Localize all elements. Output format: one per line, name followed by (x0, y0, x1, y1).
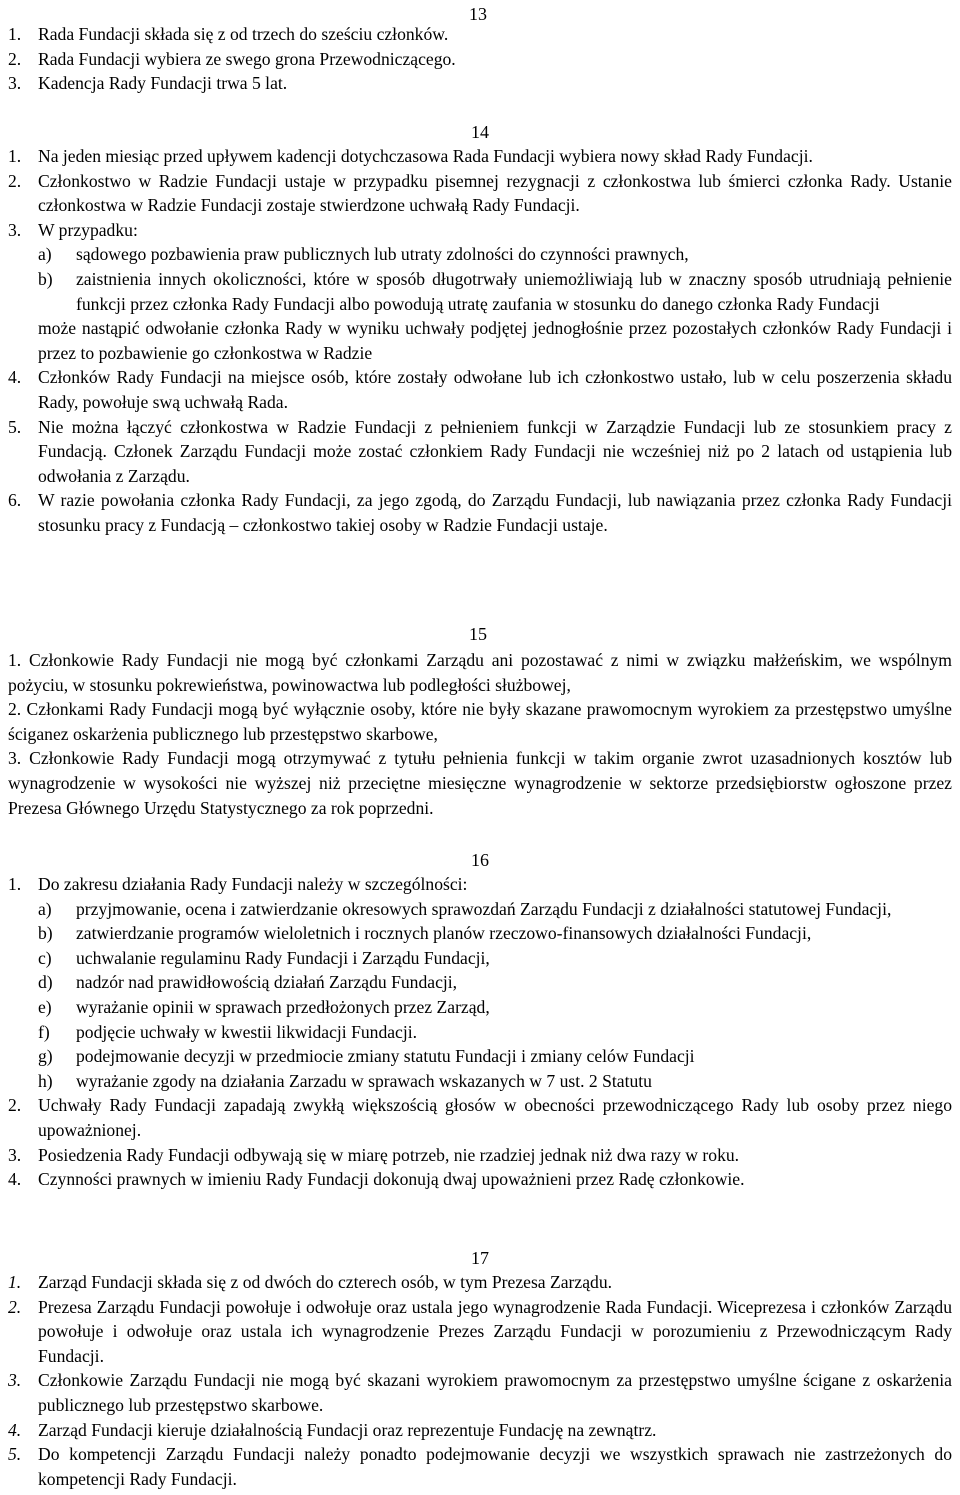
item-number: 3. (8, 73, 22, 94)
sub-item (0, 897, 960, 922)
item-number: 1. (8, 1272, 22, 1292)
list-item (0, 47, 960, 72)
item-text: Do zakresu działania Rady Fundacji należy w szczególności: (38, 874, 468, 894)
section-number: 16 (471, 850, 489, 870)
list-item (0, 1295, 960, 1369)
list-item (0, 1368, 960, 1417)
sub-item-text: wyrażanie zgody na działania Zarzadu w sprawach wskazanych w 7 ust. 2 Statutu (76, 1070, 652, 1091)
list-item (0, 1167, 960, 1192)
item-number: 1. (8, 24, 22, 44)
sub-item-letter: c) (38, 947, 52, 968)
item-text: Kadencja Rady Fundacji trwa 5 lat. (38, 73, 288, 94)
item-number: 3. (8, 1144, 22, 1165)
item-number: 5. (8, 416, 22, 437)
item-continuation: może nastąpić odwołanie członka Rady w wyniku uchwały podjętej jednogłośnie przez pozostałych członków Rady Fundacji i przez to pozbawienie go członkostwa w Radzie (38, 318, 952, 363)
list-item (0, 218, 960, 243)
sub-item-letter: g) (38, 1046, 53, 1067)
item-number: 4. (8, 1169, 22, 1190)
list-item (0, 872, 960, 897)
item-number: 1. (8, 146, 22, 166)
section-16-heading (230, 848, 730, 873)
item-text: Rada Fundacji składa się z od trzech do sześciu członków. (38, 24, 449, 44)
sub-item (0, 1044, 960, 1069)
sub-item-text: podejmowanie decyzji w przedmiocie zmiany statutu Fundacji i zmiany celów Fundacji (76, 1046, 695, 1067)
sub-item-text: podjęcie uchwały w kwestii likwidacji Fundacji. (76, 1021, 418, 1042)
item-text: Na jeden miesiąc przed upływem kadencji dotychczasowa Rada Fundacji wybiera nowy skład Rady Fundacji. (38, 146, 813, 166)
item-text: Prezesa Zarządu Fundacji powołuje i odwołuje oraz ustala jego wynagrodzenie Rada Fundacji. Wiceprezesa i członków Zarządu powołuje i odwołuje oraz ustala ich wynagrodzenie Prezes Zarządu Fundacji w porozumieniu z Przewodniczącym Rady Fundacji. (38, 1296, 952, 1366)
sub-item (0, 1020, 960, 1045)
item-number: 3. (8, 1370, 22, 1391)
item-number: 3. (8, 219, 22, 240)
item-number: 4. (8, 1419, 22, 1440)
item-text: Zarząd Fundacji składa się z od dwóch do czterech osób, w tym Prezesa Zarządu. (38, 1272, 613, 1292)
list-item (0, 365, 960, 414)
list-item (0, 1442, 960, 1491)
list-item (0, 144, 960, 169)
item-text: Czynności prawnych w imieniu Rady Fundacji dokonują dwaj upoważnieni przez Radę członkowie. (38, 1169, 745, 1190)
list-item (0, 71, 960, 96)
item-text: W razie powołania członka Rady Fundacji, za jego zgodą, do Zarządu Fundacji, lub nawiązania przez członka Rady Fundacji stosunku pracy z Fundacją – członkostwo takiej osoby w Radzie Fundacji ustaje. (38, 490, 952, 535)
item-text: Nie można łączyć członkostwa w Radzie Fundacji z pełnieniem funkcji w Zarządzie Fundacji lub ze stosunkiem pracy z Fundacją. Członek Zarządu Fundacji może zostać członkiem Rady Fundacji nie wcześniej niż po 2 latach od ustąpienia lub odwołania z Zarządu. (38, 416, 952, 486)
item-text: Członkostwo w Radzie Fundacji ustaje w przypadku pisemnej rezygnacji z członkostwa lub śmierci członka Rady. Ustanie członkostwa w Radzie Fundacji zostaje stwierdzone uchwałą Rady Fundacji. (38, 170, 952, 216)
sub-item-text: przyjmowanie, ocena i zatwierdzanie okresowych sprawozdań Zarządu Fundacji z działalności statutowej Fundacji, (76, 898, 892, 919)
list-item (0, 1093, 960, 1142)
section-number: 13 (469, 4, 487, 24)
sub-item (0, 242, 960, 267)
sub-item-text: nadzór nad prawidłowością działań Zarządu Fundacji, (76, 972, 458, 993)
item-number: 5. (8, 1444, 22, 1465)
item-number: 2. (8, 48, 22, 69)
section-number: 15 (469, 624, 487, 644)
paragraph: 3. Członkowie Rady Fundacji mogą otrzymywać z tytułu pełnienia funkcji w takim organie zwrot uzasadnionych kosztów lub wynagrodzenie w wysokości nie wyższej niż przeciętne miesięczne wynagrodzenie w sektorze przedsiębiorstw ogłoszone przez Prezesa Głównego Urzędu Statystycznego za rok poprzedni. (8, 748, 952, 818)
item-number: 6. (8, 490, 22, 511)
sub-item-letter: f) (38, 1021, 50, 1042)
list-item (0, 488, 960, 537)
list-item (0, 1270, 960, 1295)
list-item (0, 1418, 960, 1443)
item-text: Członków Rady Fundacji na miejsce osób, które zostały odwołane lub ich członkostwo ustało, lub w celu poszerzenia składu Rady, powołuje swą uchwałą Rada. (38, 367, 952, 412)
item-text: W przypadku: (38, 219, 138, 240)
sub-item-letter: e) (38, 996, 52, 1017)
section-number: 17 (471, 1248, 489, 1268)
sub-item-text: wyrażanie opinii w sprawach przedłożonych przez Zarząd, (76, 996, 490, 1017)
list-item (0, 22, 960, 47)
sub-item-letter: a) (38, 244, 52, 265)
sub-item-text: uchwalanie regulaminu Rady Fundacji i Zarządu Fundacji, (76, 947, 490, 968)
paragraph: 2. Członkami Rady Fundacji mogą być wyłącznie osoby, które nie były skazane prawomocnym wyrokiem za przestępstwo umyślne ściganez oskarżenia publicznego lub przestępstwo skarbowe, (8, 699, 952, 744)
sub-item-letter: d) (38, 972, 53, 993)
sub-item-letter: b) (38, 923, 53, 944)
paragraph: 1. Członkowie Rady Fundacji nie mogą być członkami Zarządu ani pozostawać z nimi w związku małżeńskim, we wspólnym pożyciu, w stosunku pokrewieństwa, powinowactwa lub podległości służbowej, (8, 650, 952, 695)
item-text: Uchwały Rady Fundacji zapadają zwykłą większością głosów w obecności przewodniczącego Rady lub osoby przez niego upoważnionej. (38, 1095, 952, 1140)
item-text: Zarząd Fundacji kieruje działalnością Fundacji oraz reprezentuje Fundację na zewnątrz. (38, 1419, 657, 1440)
item-text: Rada Fundacji wybiera ze swego grona Przewodniczącego. (38, 48, 456, 69)
section-14-heading (230, 120, 730, 145)
section-17-heading (230, 1246, 730, 1271)
item-number: 1. (8, 874, 22, 894)
section-15-heading (228, 622, 728, 647)
sub-item (0, 970, 960, 995)
item-text: Do kompetencji Zarządu Fundacji należy ponadto podejmowanie decyzji we wszystkich sprawach nie zastrzeżonych do kompetencji Rady Fundacji. (38, 1444, 952, 1489)
list-item (0, 1143, 960, 1168)
sub-item (0, 267, 960, 316)
sub-item-text: zaistnienia innych okoliczności, które w sposób długotrwały uniemożliwiają lub w znaczny sposób utrudniają pełnienie funkcji przez członka Rady Fundacji albo powodują utratę zaufania w stosunku do danego członka Rady Fundacji (76, 268, 952, 314)
sub-item-letter: a) (38, 898, 52, 919)
sub-item-text: sądowego pozbawienia praw publicznych lub utraty zdolności do czynności prawnych, (76, 244, 689, 265)
list-item (0, 415, 960, 489)
item-number: 2. (8, 1296, 22, 1317)
sub-item (0, 946, 960, 971)
list-item (0, 169, 960, 218)
sub-item-letter: b) (38, 268, 53, 289)
item-number: 4. (8, 367, 22, 388)
sub-item (0, 995, 960, 1020)
sub-item (0, 921, 960, 946)
item-text: Członkowie Zarządu Fundacji nie mogą być skazani wyrokiem prawomocnym za przestępstwo umyślne ścigane z oskarżenia publicznego lub przestępstwo skarbowe. (38, 1370, 952, 1415)
item-number: 2. (8, 1095, 22, 1116)
sub-item-text: zatwierdzanie programów wieloletnich i rocznych planów rzeczowo-finansowych działalności Fundacji, (76, 923, 812, 944)
sub-item-letter: h) (38, 1070, 53, 1091)
sub-item (0, 1069, 960, 1094)
item-number: 2. (8, 170, 22, 191)
section-number: 14 (471, 122, 489, 142)
item-text: Posiedzenia Rady Fundacji odbywają się w miarę potrzeb, nie rzadziej jednak niż dwa razy w roku. (38, 1144, 740, 1165)
